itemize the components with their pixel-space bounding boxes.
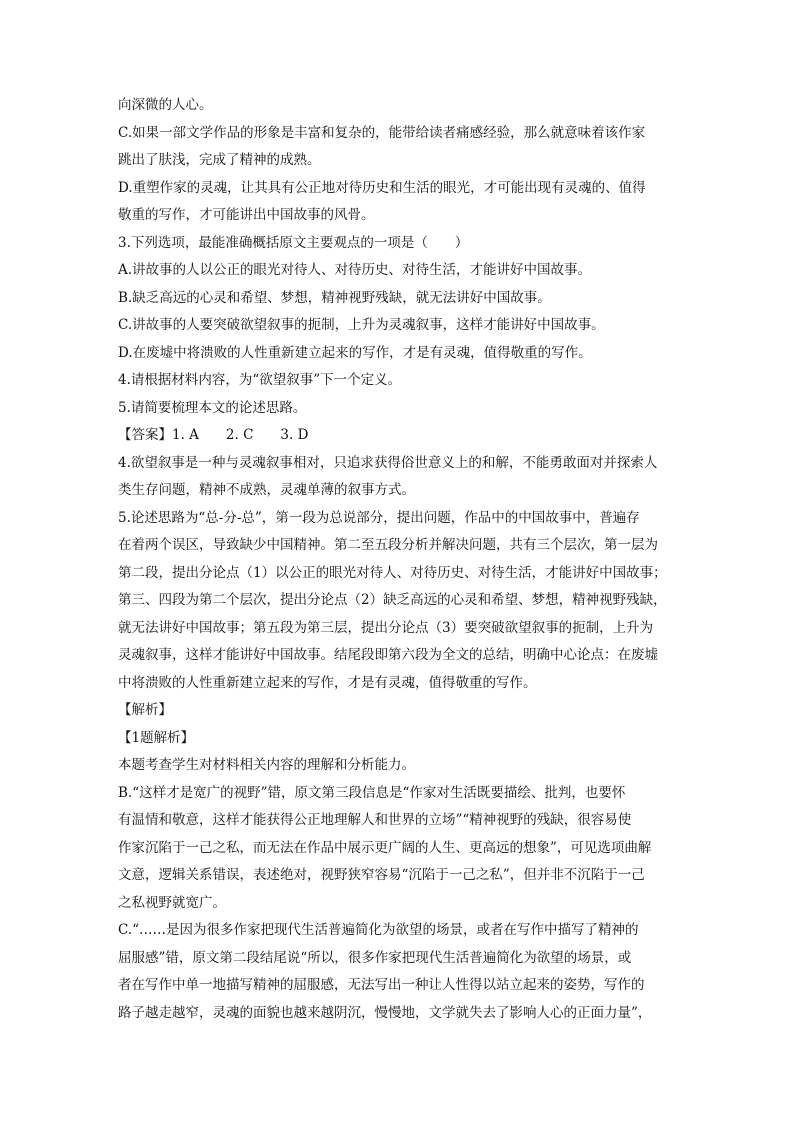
option-c: C.讲故事的人要突破欲望叙事的扼制，上升为灵魂叙事，这样才能讲好中国故事。 — [118, 317, 605, 333]
text-line: 有温情和敬意，这样才能获得公正地理解人和世界的立场”“精神视野的残缺，很容易使 — [118, 812, 632, 828]
text-line: 向深微的人心。 — [118, 97, 213, 113]
text-line: 者在写作中单一地描写精神的屈服感，无法写出一种让人性得以站立起来的姿势，写作的 — [118, 977, 645, 993]
question-5: 5.请简要梳理本文的论述思路。 — [118, 399, 307, 416]
text-line: 之私视野就宽广。 — [118, 894, 226, 911]
text-line: 本题考查学生对材料相关内容的理解和分析能力。 — [118, 757, 415, 773]
text-line: 中将溃败的人性重新建立起来的写作，才是有灵魂，值得敬重的写作。 — [118, 674, 537, 691]
text-line: 文意，逻辑关系错误，表述绝对，视野狭窄容易“沉陷于一己之私”，但并非不沉陷于一己 — [118, 867, 645, 883]
option-b: B.缺乏高远的心灵和希望、梦想，精神视野残缺，就无法讲好中国故事。 — [118, 289, 551, 306]
text-line: D.重塑作家的灵魂，让其具有公正地对待历史和生活的眼光，才可能出现有灵魂的、值得 — [118, 179, 646, 196]
text-line: 路子越走越窄，灵魂的面貌也越来越阴沉，慢慢地，文学就失去了影响人心的正面力量”， — [118, 1004, 652, 1021]
text-line: 5.论述思路为“总-分-总”，第一段为总说部分，提出问题，作品中的中国故事中，普遍存 — [118, 509, 640, 526]
text-line: B.“这样才是宽广的视野”错，原文第三段信息是“作家对生活既要描绘、批判，也要怀 — [118, 784, 626, 801]
question-3: 3.下列选项，最能准确概括原文主要观点的一项是（ ） — [118, 234, 469, 251]
document-page — [118, 92, 678, 1027]
option-a: A.讲故事的人以公正的眼光对待人、对待历史、对待生活，才能讲好中国故事。 — [118, 262, 592, 278]
text-line: 敬重的写作，才可能讲出中国故事的风骨。 — [118, 207, 375, 223]
text-line: 就无法讲好中国故事；第五段为第三层，提出分论点（3）要突破欲望叙事的扼制，上升为 — [118, 619, 654, 636]
text-line: 在着两个误区，导致缺少中国精神。第二至五段分析并解决问题，共有三个层次，第一层为 — [118, 537, 658, 553]
option-d: D.在废墟中将溃败的人性重新建立起来的写作，才是有灵魂，值得敬重的写作。 — [118, 344, 592, 361]
answer-heading: 【答案】1. A 2. C 3. D — [118, 427, 309, 443]
text-line: C.“……是因为很多作家把现代生活普遍简化为欲望的场景，或者在写作中描写了精神的 — [118, 922, 639, 938]
text-line: 4.欲望叙事是一种与灵魂叙事相对，只追求获得俗世意义上的和解，不能勇敢面对并探索人 — [118, 454, 658, 471]
text-line: 第三、四段为第二个层次，提出分论点（2）缺乏高远的心灵和希望、梦想，精神视野残缺， — [118, 592, 667, 608]
text-line: 第二段，提出分论点（1）以公正的眼光对待人、对待历史、对待生活，才能讲好中国故事； — [118, 564, 667, 581]
text-line: 跳出了肤浅，完成了精神的成熟。 — [118, 152, 321, 168]
text-line: 类生存问题，精神不成熟，灵魂单薄的叙事方式。 — [118, 482, 415, 498]
analysis-heading: 【解析】 — [118, 702, 172, 718]
text-line: 作家沉陷于一己之私，而无法在作品中展示更广阔的人生、更高远的想象”，可见选项曲解 — [118, 839, 652, 856]
text-line: C.如果一部文学作品的形象是丰富和复杂的，能带给读者痛感经验，那么就意味着该作家 — [118, 124, 646, 141]
text-line: 灵魂叙事，这样才能讲好中国故事。结尾段即第六段为全文的总结，明确中心论点：在废墟 — [118, 647, 658, 663]
question-4: 4.请根据材料内容，为“欲望叙事”下一个定义。 — [118, 372, 402, 388]
text-line: 屈服感”错，原文第二段结尾说“所以，很多作家把现代生活普遍简化为欲望的场景，或 — [118, 949, 632, 966]
analysis-subheading: 【1题解析】 — [118, 729, 195, 746]
